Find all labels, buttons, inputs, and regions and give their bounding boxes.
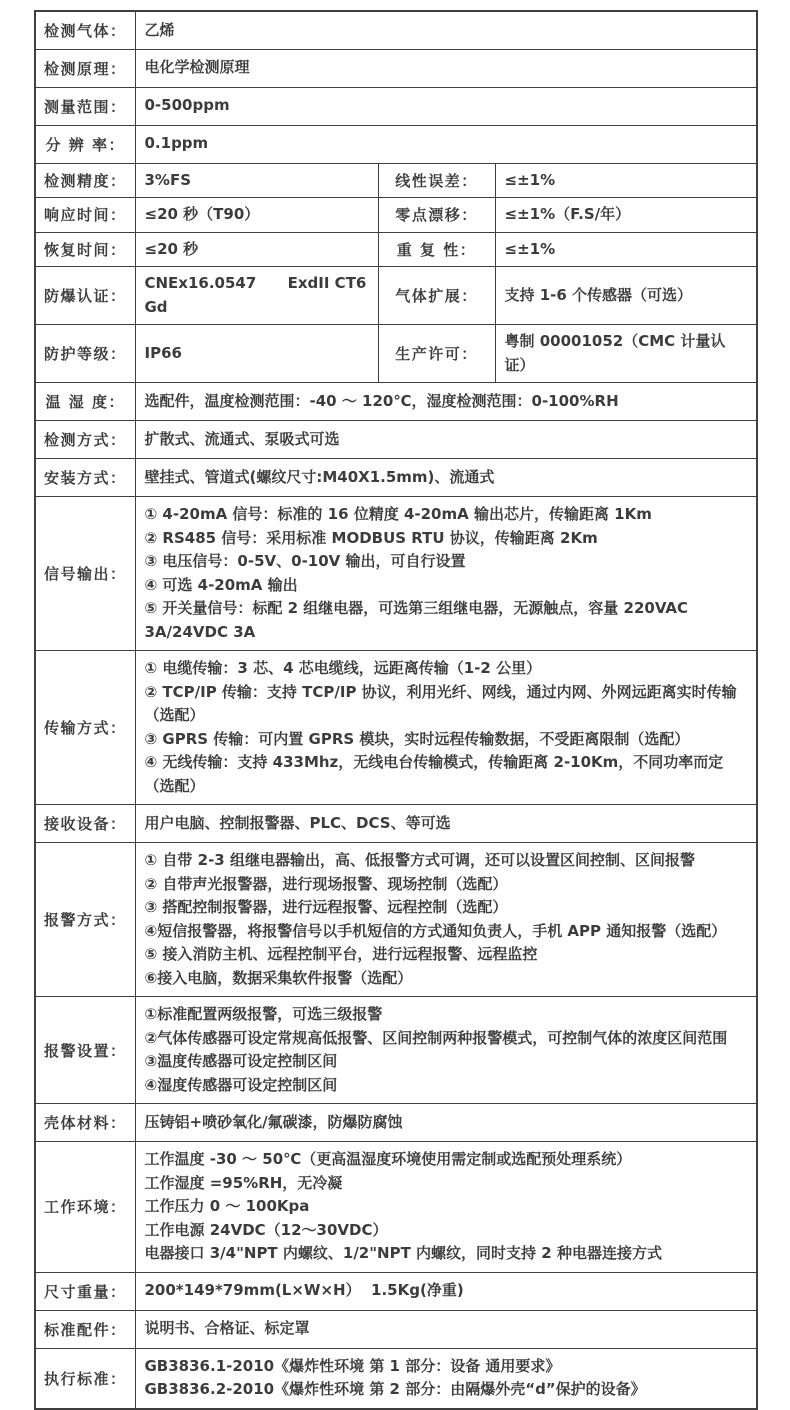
row-value: 0.1ppm — [135, 125, 757, 163]
spec-table-body — [35, 11, 757, 1409]
row-value — [135, 497, 757, 651]
value-line: ⑤ 开关量信号：标配 2 组继电器，可选第三组继电器，无源触点，容量 220VAC 3A/24VDC 3A — [144, 599, 694, 641]
row-label: 气体扩展： — [378, 267, 495, 325]
row-label: 温 湿 度： — [35, 383, 135, 421]
value-line: ④ 无线传输：支持 433Mhz，无线电台传输模式，传输距离 2-10Km，不同功率而定（选配） — [144, 753, 724, 795]
value-line: ① 4-20mA 信号：标准的 16 位精度 4-20mA 输出芯片，传输距离 1Km — [144, 505, 652, 523]
value-line: ②气体传感器可设定常规高低报警、区间控制两种报警模式，可控制气体的浓度区间范围 — [144, 1028, 728, 1047]
row-value: 200*149*79mm(L×W×H） 1.5Kg(净重) — [135, 1272, 757, 1310]
row-label: 测量范围： — [35, 87, 135, 125]
table-row — [35, 843, 757, 997]
row-value — [135, 997, 757, 1104]
row-label: 执行标准： — [35, 1348, 135, 1409]
value-line: ③ 搭配控制报警器，进行远程报警、远程控制（选配） — [144, 898, 508, 916]
value-line: ① 自带 2-3 组继电器输出，高、低报警方式可调，还可以设置区间控制、区间报警 — [144, 851, 695, 869]
table-row — [35, 651, 757, 805]
row-value: 乙烯 — [135, 11, 757, 49]
table-row — [35, 1272, 757, 1310]
table-row — [35, 421, 757, 459]
table-row — [35, 997, 757, 1104]
table-row — [35, 1104, 757, 1142]
value-line: 工作电源 24VDC（12～30VDC） — [144, 1220, 388, 1239]
table-row — [35, 497, 757, 651]
row-value: ≤±1% — [495, 163, 757, 198]
table-row — [35, 1142, 757, 1273]
table-row — [35, 11, 757, 49]
row-label: 分 辨 率： — [35, 125, 135, 163]
row-value: 0-500ppm — [135, 87, 757, 125]
row-value: 说明书、合格证、标定罩 — [135, 1310, 757, 1348]
table-row — [35, 87, 757, 125]
row-label: 检测气体： — [35, 11, 135, 49]
row-value: ≤20 秒 — [135, 232, 378, 267]
value-line: ③ 电压信号：0-5V、0-10V 输出，可自行设置 — [144, 552, 466, 570]
row-label: 检测方式： — [35, 421, 135, 459]
table-row — [35, 163, 757, 198]
value-line: 电器接口 3/4"NPT 内螺纹、1/2"NPT 内螺纹，同时支持 2 种电器连接方式 — [144, 1244, 662, 1262]
row-label: 重 复 性： — [378, 232, 495, 267]
table-row — [35, 125, 757, 163]
row-value: 壁挂式、管道式(螺纹尺寸:M40X1.5mm)、流通式 — [135, 459, 757, 497]
row-label: 线性误差： — [378, 163, 495, 198]
row-label: 报警方式： — [35, 843, 135, 997]
value-line: ③ GPRS 传输：可内置 GPRS 模块，实时远程传输数据，不受距离限制（选配） — [144, 729, 690, 748]
row-label: 工作环境： — [35, 1142, 135, 1273]
value-line: GB3836.1-2010《爆炸性环境 第 1 部分：设备 通用要求》 — [144, 1356, 561, 1375]
row-value — [135, 651, 757, 805]
row-value: ≤20 秒（T90） — [135, 198, 378, 233]
row-label: 检测精度： — [35, 163, 135, 198]
row-value: 用户电脑、控制报警器、PLC、DCS、等可选 — [135, 805, 757, 843]
row-value: 压铸铝+喷砂氧化/氟碳漆，防爆防腐蚀 — [135, 1104, 757, 1142]
row-value: IP66 — [135, 325, 378, 383]
value-line: GB3836.2-2010《爆炸性环境 第 2 部分：由隔爆外壳“d”保护的设备》 — [144, 1380, 646, 1398]
table-row — [35, 325, 757, 383]
value-line: ④ 可选 4-20mA 输出 — [144, 575, 298, 594]
row-value: 粤制 00001052（CMC 计量认证） — [495, 325, 757, 383]
value-line: 工作温度 -30 ～ 50℃（更高温湿度环境使用需定制或选配预处理系统） — [144, 1150, 632, 1168]
table-row — [35, 459, 757, 497]
table-row — [35, 383, 757, 421]
table-row — [35, 198, 757, 233]
row-label: 接收设备： — [35, 805, 135, 843]
row-value — [135, 843, 757, 997]
value-line: ② TCP/IP 传输：支持 TCP/IP 协议，利用光纤、网线，通过内网、外网远距离实时传输（选配） — [144, 682, 737, 724]
row-label: 响应时间： — [35, 198, 135, 233]
table-row — [35, 267, 757, 325]
row-label: 恢复时间： — [35, 232, 135, 267]
table-row — [35, 232, 757, 267]
value-line: ④短信报警器，将报警信号以手机短信的方式通知负责人，手机 APP 通知报警（选配） — [144, 921, 727, 940]
row-label: 防爆认证： — [35, 267, 135, 325]
row-label: 防护等级： — [35, 325, 135, 383]
row-value — [135, 1348, 757, 1409]
table-row — [35, 805, 757, 843]
row-label: 传输方式： — [35, 651, 135, 805]
spec-table — [34, 10, 758, 1410]
table-row — [35, 1348, 757, 1409]
value-line: ② 自带声光报警器，进行现场报警、现场控制（选配） — [144, 874, 508, 893]
value-line: ③温度传感器可设定控制区间 — [144, 1052, 338, 1070]
row-label: 零点漂移： — [378, 198, 495, 233]
row-value: 电化学检测原理 — [135, 49, 757, 87]
row-value — [135, 1142, 757, 1273]
row-value: 支持 1-6 个传感器（可选） — [495, 267, 757, 325]
row-label: 检测原理： — [35, 49, 135, 87]
row-label: 信号输出： — [35, 497, 135, 651]
row-value: 扩散式、流通式、泵吸式可选 — [135, 421, 757, 459]
value-line: ⑤ 接入消防主机、远程控制平台，进行远程报警、远程监控 — [144, 945, 538, 963]
row-label: 尺寸重量： — [35, 1272, 135, 1310]
row-value: ≤±1%（F.S/年） — [495, 198, 757, 233]
row-value: 3%FS — [135, 163, 378, 198]
row-label: 壳体材料： — [35, 1104, 135, 1142]
value-line: ① 电缆传输：3 芯、4 芯电缆线，远距离传输（1-2 公里） — [144, 659, 542, 677]
value-line: ①标准配置两级报警，可选三级报警 — [144, 1005, 383, 1023]
value-line: ④湿度传感器可设定控制区间 — [144, 1075, 338, 1094]
row-label: 生产许可： — [378, 325, 495, 383]
row-label: 安装方式： — [35, 459, 135, 497]
table-row — [35, 49, 757, 87]
value-line: ⑥接入电脑，数据采集软件报警（选配） — [144, 968, 413, 987]
value-line: 工作湿度 =95%RH，无冷凝 — [144, 1173, 343, 1192]
value-line: ② RS485 信号：采用标准 MODBUS RTU 协议，传输距离 2Km — [144, 528, 598, 547]
row-value: ≤±1% — [495, 232, 757, 267]
value-line: 工作压力 0 ～ 100Kpa — [144, 1197, 310, 1215]
row-value: CNEx16.0547 ExdII CT6 Gd — [135, 267, 378, 325]
table-row — [35, 1310, 757, 1348]
row-label: 标准配件： — [35, 1310, 135, 1348]
row-label: 报警设置： — [35, 997, 135, 1104]
row-value: 选配件，温度检测范围：-40 ～ 120℃，湿度检测范围：0-100%RH — [135, 383, 757, 421]
